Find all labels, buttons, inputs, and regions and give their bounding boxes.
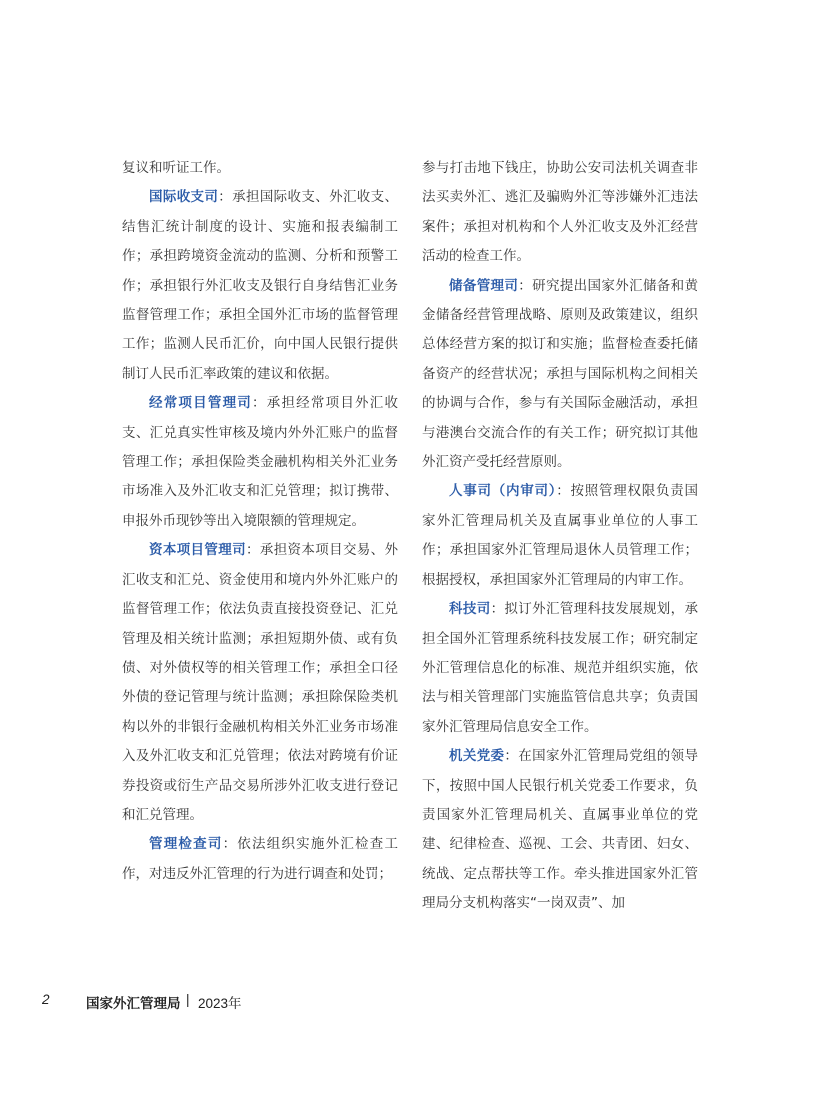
section-body: ：研究提出国家外汇储备和黄金储备经营管理战略、原则及政策建议，组织总体经营方案的拟订和实施；监督检查委托储备资产的经营状况；承担与国际机构之间相关的协调与合作，参与有关国际金融活动，承担与港澳台交流合作的有关工作；研究拟订其他外汇资产受托经营原则。 xyxy=(422,277,699,471)
section-heading: 人事司（内审司） xyxy=(449,483,557,500)
paragraph-continuation: 复议和听证工作。 xyxy=(122,160,230,176)
paragraph-party-committee xyxy=(422,742,698,918)
section-heading: 科技司 xyxy=(449,601,491,618)
section-body: ：承担国际收支、外汇收支、结售汇统计制度的设计、实施和报表编制工作；承担跨境资金流动的监测、分析和预警工作；承担银行外汇收支及银行自身结售汇业务监督管理工作；承担全国外汇市场的监督管理工作；监测人民币汇价，向中国人民银行提供制订人民币汇率政策的建议和依据。 xyxy=(122,189,399,382)
section-heading: 经常项目管理司 xyxy=(149,395,253,412)
section-body: ：承担资本项目交易、外汇收支和汇兑、资金使用和境内外外汇账户的监督管理工作；依法负责直接投资登记、汇兑管理及相关统计监测；承担短期外债、或有负债、对外债权等的相关管理工作；承担全口径外债的登记管理与统计监测；承担除保险类机构以外的非银行金融机构相关外汇业务市场准入及外汇收支和汇兑管理；依法对跨境有价证券投资或衍生产品交易所涉外汇收支进行登记和汇兑管理。 xyxy=(122,542,399,823)
section-heading: 资本项目管理司 xyxy=(149,542,246,559)
paragraph-continuation: 参与打击地下钱庄，协助公安司法机关调查非法买卖外汇、逃汇及骗购外汇等涉嫌外汇违法案件；承担对机构和个人外汇收支及外汇经营活动的检查工作。 xyxy=(422,160,698,265)
paragraph-current-account xyxy=(122,389,398,536)
section-body: ：在国家外汇管理局党组的领导下，按照中国人民银行机关党委工作要求，负责国家外汇管理局机关、直属事业单位的党建、纪律检查、巡视、工会、共青团、妇女、统战、定点帮扶等工作。牵头推进国家外汇管理局分支机构落实“一岗双责”、加 xyxy=(422,748,699,912)
paragraph-reserve-management xyxy=(422,272,698,478)
section-body: ：依法组织实施外汇检查工作，对违反外汇管理的行为进行调查和处罚； xyxy=(122,836,398,882)
paragraph-inspection xyxy=(122,830,398,889)
page-number: 2 xyxy=(42,992,50,1007)
left-column xyxy=(122,154,398,889)
paragraph-international-payments xyxy=(122,183,398,389)
section-body: ：承担经常项目外汇收支、汇兑真实性审核及境内外外汇账户的监督管理工作；承担保险类金融机构相关外汇业务市场准入及外汇收支和汇兑管理；拟订携带、申报外币现钞等出入境限额的管理规定。 xyxy=(122,395,398,529)
report-year: 2023年 xyxy=(198,996,242,1011)
paragraph-personnel xyxy=(422,477,698,595)
page-footer xyxy=(0,992,816,1012)
section-heading: 管理检查司 xyxy=(149,836,223,853)
paragraph-capital-account xyxy=(122,536,398,830)
org-name: 国家外汇管理局 xyxy=(86,996,181,1011)
section-heading: 机关党委 xyxy=(449,748,505,765)
section-body: ：拟订外汇管理科技发展规划，承担全国外汇管理系统科技发展工作；研究制定外汇管理信息化的标准、规范并组织实施，依法与相关管理部门实施监管信息共享；负责国家外汇管理局信息安全工作。 xyxy=(422,601,699,735)
section-heading: 国际收支司 xyxy=(149,189,219,206)
right-column xyxy=(422,154,698,919)
section-heading: 储备管理司 xyxy=(449,277,519,294)
footer-separator: | xyxy=(186,992,190,1007)
paragraph-technology xyxy=(422,595,698,742)
section-body: ：按照管理权限负责国家外汇管理局机关及直属事业单位的人事工作；承担国家外汇管理局退休人员管理工作；根据授权，承担国家外汇管理局的内审工作。 xyxy=(422,483,698,588)
